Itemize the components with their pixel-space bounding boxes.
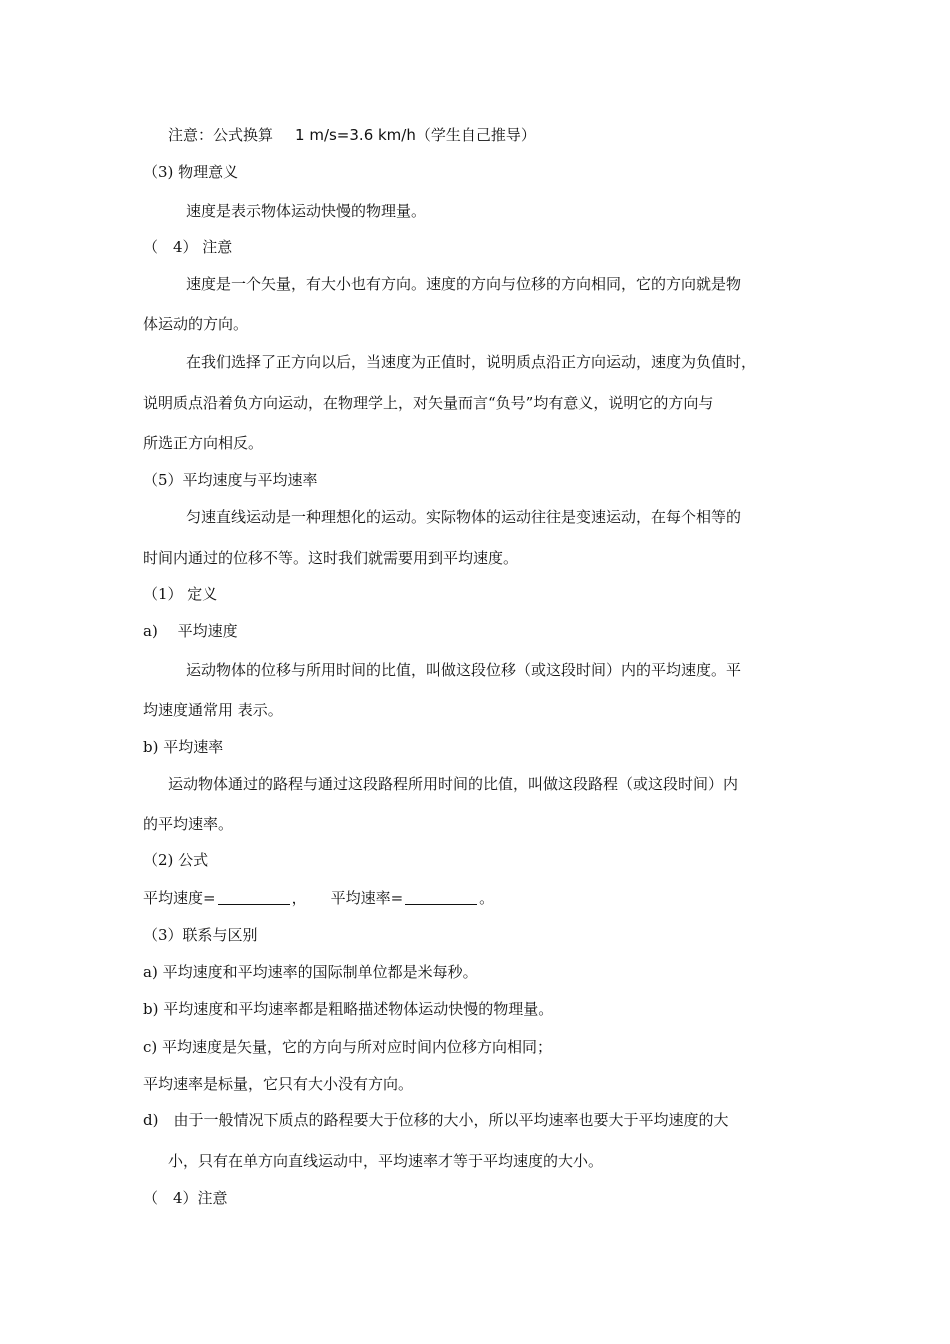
paragraph-text: 平均速率是标量，它只有大小没有方向。 [143, 1075, 414, 1093]
paragraph-text: 运动物体通过的路程与通过这段路程所用时间的比值，叫做这段路程（或这段时间）内 [168, 775, 739, 793]
paragraph-text: 运动物体的位移与所用时间的比值，叫做这段位移（或这段时间）内的平均速度。平 [186, 661, 742, 679]
list-item: d) 由于一般情况下质点的路程要大于位移的大小，所以平均速率也要大于平均速度的大 [143, 1111, 729, 1129]
velocity-answer-blank[interactable] [218, 890, 290, 905]
heading-physical-meaning: （3) 物理意义 [143, 163, 239, 181]
paragraph-text: 速度是一个矢量，有大小也有方向。速度的方向与位移的方向相同，它的方向就是物 [186, 275, 742, 293]
paragraph-text: 小，只有在单方向直线运动中，平均速率才等于平均速度的大小。 [168, 1152, 604, 1170]
paragraph-text: 均速度通常用 表示。 [143, 701, 283, 719]
item-average-velocity: a) 平均速度 [143, 622, 238, 640]
heading-definition: （1） 定义 [143, 585, 218, 603]
list-item: c) 平均速度是矢量，它的方向与所对应时间内位移方向相同； [143, 1038, 553, 1056]
paragraph-text: 匀速直线运动是一种理想化的运动。实际物体的运动往往是变速运动，在每个相等的 [186, 508, 742, 526]
paragraph-text: 时间内通过的位移不等。这时我们就需要用到平均速度。 [143, 549, 519, 567]
list-item: b) 平均速度和平均速率都是粗略描述物体运动快慢的物理量。 [143, 1000, 554, 1018]
item-average-speed: b) 平均速率 [143, 738, 224, 756]
paragraph-text: 的平均速率。 [143, 815, 234, 833]
list-item: a) 平均速度和平均速率的国际制单位都是米每秒。 [143, 963, 478, 981]
heading-formula: （2) 公式 [143, 851, 209, 869]
heading-note-2: （ 4）注意 [143, 1189, 228, 1207]
heading-relation-difference: （3）联系与区别 [143, 926, 258, 944]
paragraph-text: 体运动的方向。 [143, 315, 249, 333]
heading-note: （ 4） 注意 [143, 238, 233, 256]
conversion-note: 注意：公式换算 1 m/s=3.6 km/h（学生自己推导） [168, 126, 536, 144]
paragraph-text: 速度是表示物体运动快慢的物理量。 [186, 202, 427, 220]
paragraph-text: 所选正方向相反。 [143, 434, 264, 452]
heading-average-velocity-speed: （5）平均速度与平均速率 [143, 471, 318, 489]
speed-answer-blank[interactable] [405, 890, 477, 905]
formula-line: 平均速度= ， 平均速率= 。 [143, 889, 495, 907]
paragraph-text: 说明质点沿着负方向运动，在物理学上，对矢量而言“负号”均有意义，说明它的方向与 [143, 394, 714, 412]
paragraph-text: 在我们选择了正方向以后，当速度为正值时，说明质点沿正方向运动，速度为负值时， [186, 353, 757, 371]
